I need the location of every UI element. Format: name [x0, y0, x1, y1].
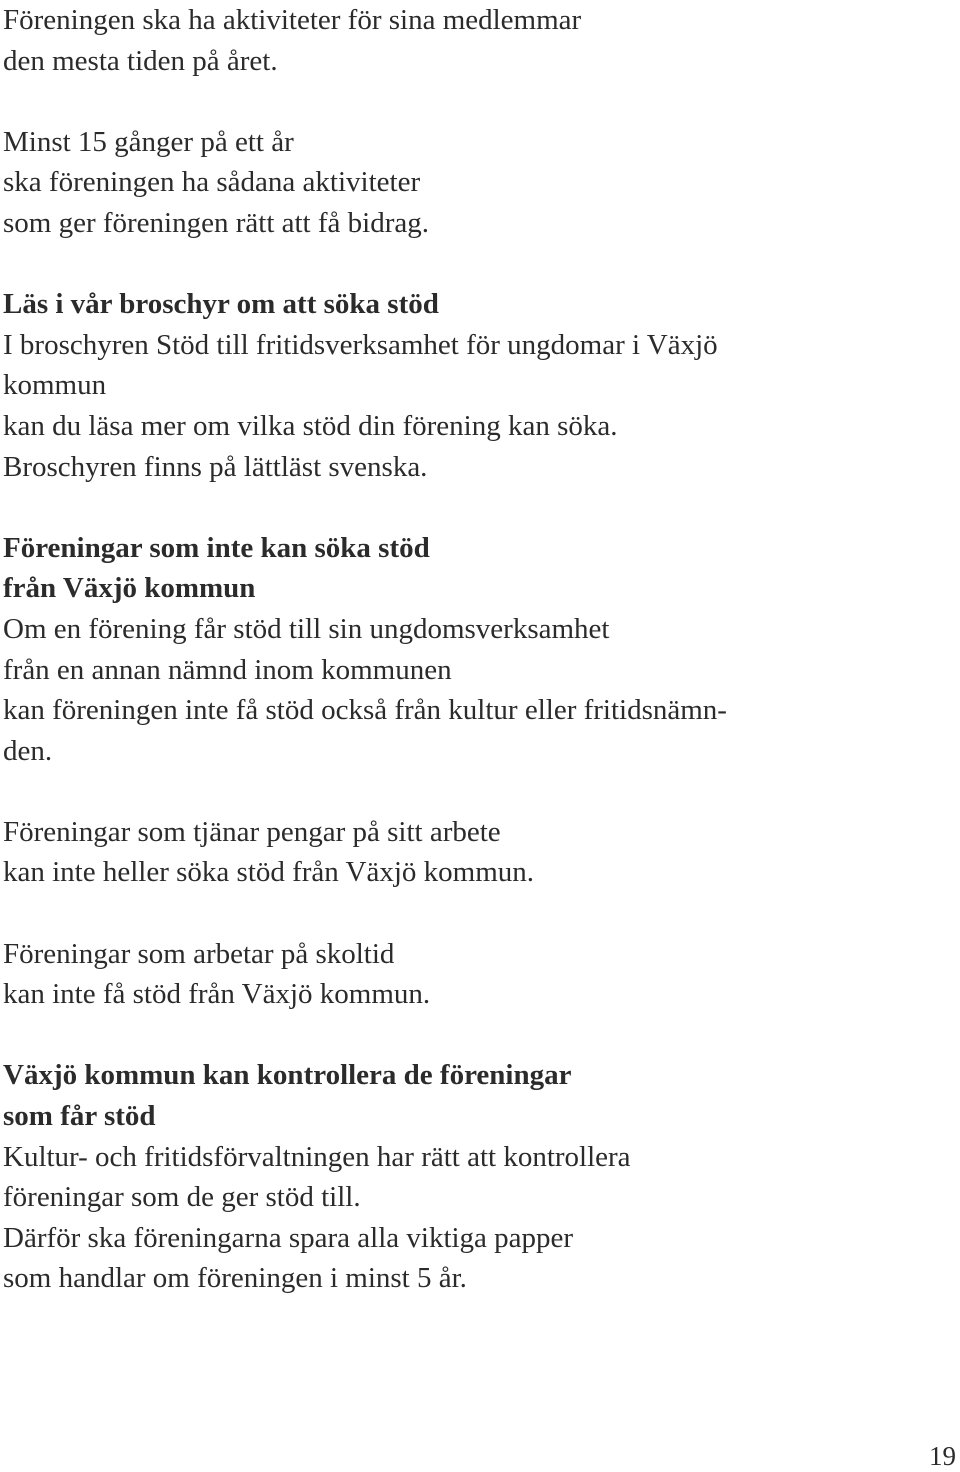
paragraph-earning-money — [3, 812, 953, 893]
text-line: Minst 15 gånger på ett år — [3, 125, 294, 158]
paragraph-gap — [3, 1015, 953, 1056]
text-line: kan inte få stöd från Växjö kommun. — [3, 978, 431, 1011]
text-line: Föreningar som arbetar på skoltid — [3, 937, 395, 970]
paragraph-school-time — [3, 934, 953, 1015]
text-line: den mesta tiden på året. — [3, 44, 278, 77]
text-line: Därför ska föreningarna spara alla viktiga papper — [3, 1221, 574, 1254]
section-heading: Växjö kommun kan kontrollera de föreningar — [3, 1059, 572, 1092]
section-control — [3, 1055, 953, 1299]
text-line: kommun — [3, 369, 107, 402]
section-heading: Läs i vår broschyr om att söka stöd — [3, 288, 439, 321]
paragraph-activities — [3, 0, 953, 81]
paragraph-gap — [3, 893, 953, 934]
paragraph-gap — [3, 487, 953, 528]
text-line: Kultur- och fritidsförvaltningen har rätt att kontrollera — [3, 1140, 631, 1173]
section-heading: Föreningar som inte kan söka stöd — [3, 531, 430, 564]
paragraph-min-activities — [3, 122, 953, 244]
text-line: ska föreningen ha sådana aktiviteter — [3, 166, 421, 199]
text-line: kan föreningen inte få stöd också från kultur eller fritidsnämn- — [3, 694, 727, 727]
text-line: kan du läsa mer om vilka stöd din förening kan söka. — [3, 409, 618, 442]
page-number: 19 — [929, 1441, 956, 1471]
text-line: Föreningar som tjänar pengar på sitt arbete — [3, 815, 501, 848]
document-page — [3, 0, 953, 1299]
text-line: I broschyren Stöd till fritidsverksamhet för ungdomar i Växjö — [3, 328, 718, 361]
text-line: Föreningen ska ha aktiviteter för sina medlemmar — [3, 4, 582, 36]
text-line: Om en förening får stöd till sin ungdomsverksamhet — [3, 612, 610, 645]
text-line: föreningar som de ger stöd till. — [3, 1181, 361, 1214]
paragraph-gap — [3, 771, 953, 812]
text-line: från en annan nämnd inom kommunen — [3, 653, 452, 686]
text-line: Broschyren finns på lättläst svenska. — [3, 450, 428, 483]
text-line: den. — [3, 734, 53, 767]
text-line: kan inte heller söka stöd från Växjö kommun. — [3, 856, 535, 889]
section-heading: från Växjö kommun — [3, 572, 256, 605]
paragraph-gap — [3, 244, 953, 285]
section-brochure — [3, 284, 953, 487]
text-line: som ger föreningen rätt att få bidrag. — [3, 206, 429, 239]
paragraph-gap — [3, 81, 953, 122]
text-line: som handlar om föreningen i minst 5 år. — [3, 1262, 467, 1295]
section-ineligible-associations — [3, 528, 953, 772]
section-heading: som får stöd — [3, 1100, 156, 1133]
